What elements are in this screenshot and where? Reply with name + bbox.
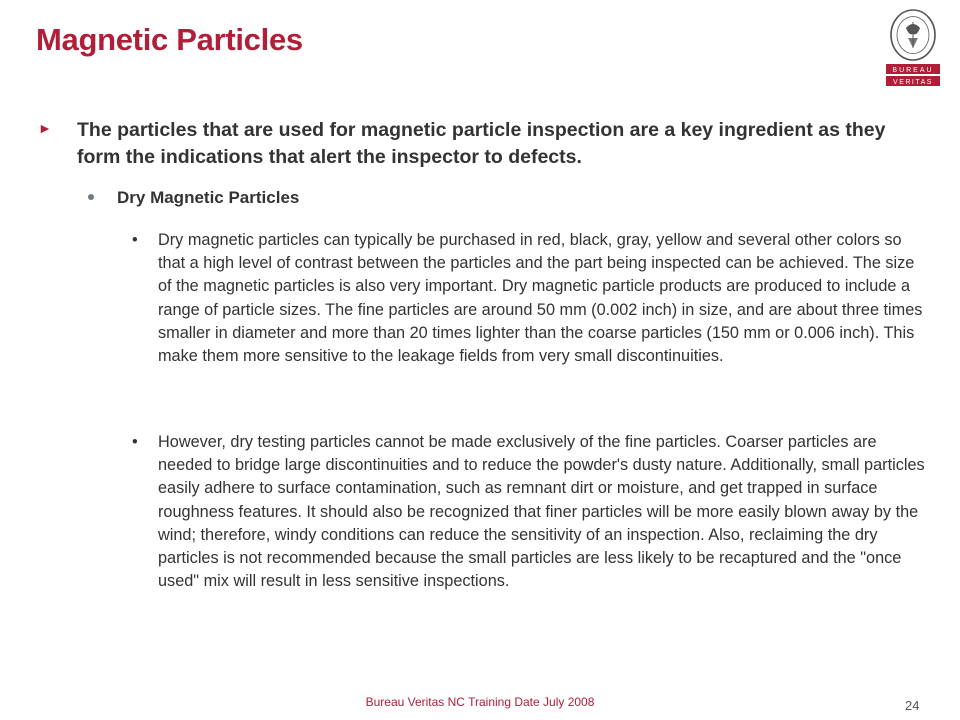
bullet-icon: • <box>132 231 138 249</box>
bureau-veritas-seal-icon <box>891 10 935 60</box>
sub-heading-label: Dry Magnetic Particles <box>117 188 300 207</box>
sub-heading <box>88 188 299 208</box>
logo-word-bureau: BUREAU <box>892 67 934 75</box>
bureau-veritas-logo <box>882 8 944 88</box>
main-bullet-text: The particles that are used for magnetic particle inspection are a key ingredient as they form the indications that alert the inspector to defects. <box>77 119 886 168</box>
footer-text: Bureau Veritas NC Training Date July 2008 <box>365 695 595 709</box>
paragraph-text: However, dry testing particles cannot be made exclusively of the fine particles. Coarser particles are needed to bridge large discontinuities and to reduce the powder's dusty nature. Additionally, small particles easily adhere to surface contamination, such as remnant dirt or moisture, and get trapped in surface roughness features. It should also be recognized that finer particles will be more easily blown away by the wind; therefore, windy conditions can reduce the sensitivity of an inspection. Also, reclaiming the dry particles is not recommended because the small particles are less likely to be recaptured and the "once used" mix will result in less sensitive inspections. <box>158 433 925 591</box>
paragraph-1 <box>132 229 932 368</box>
logo-word-veritas: VERITAS <box>893 79 933 87</box>
triangle-bullet-icon: ► <box>38 120 52 136</box>
slide-title: Magnetic Particles <box>36 22 303 57</box>
paragraph-2 <box>132 431 932 593</box>
round-bullet-icon <box>88 194 94 200</box>
paragraph-text: Dry magnetic particles can typically be purchased in red, black, gray, yellow and several other colors so that a high level of contrast between the particles and the part being inspected can be achieved. The size of the magnetic particles is also very important. Dry magnetic particle products are produced to include a range of particle sizes. The fine particles are around 50 mm (0.002 inch) in size, and are about three times smaller in diameter and more than 20 times lighter than the coarse particles (150 mm or 0.006 inch). This make them more sensitive to the leakage fields from very small discontinuities. <box>158 231 923 366</box>
main-bullet <box>38 117 918 171</box>
page-number: 24 <box>905 698 920 713</box>
bullet-icon: • <box>132 433 138 451</box>
